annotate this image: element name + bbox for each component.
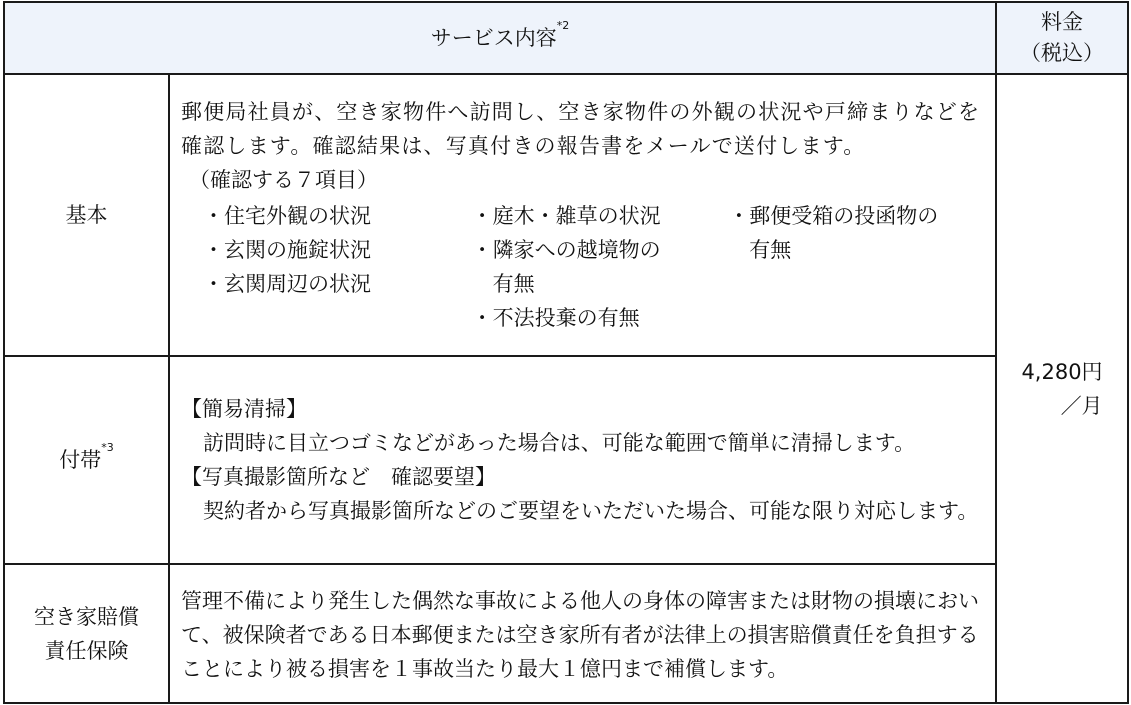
list-item: ・庭木・雑草の状況	[471, 204, 661, 228]
service-header-label: サービス内容	[430, 26, 557, 50]
basic-description: 郵便局社員が、空き家物件へ訪問し、空き家物件の外観の状況や戸締まりなどを確認します。確認結果は、写真付きの報告書をメールで送付します。	[181, 100, 981, 158]
price-header-line1: 料金	[1041, 10, 1083, 34]
insurance-description: 管理不備により発生した偶然な事故による他人の身体の障害または財物の損壊において、被保険者である日本郵便または空き家所有者が法律上の損害賠償責任を負担することにより被る損害を１事故当たり最大１億円まで補償します。	[181, 588, 979, 681]
price-value	[1021, 355, 1102, 423]
table-row-insurance	[4, 564, 1128, 703]
insurance-label-line2: 責任保険	[44, 638, 129, 663]
extra-section1-title: 【簡易清掃】	[181, 397, 307, 421]
price-cell	[996, 74, 1128, 703]
basic-items-col1	[181, 199, 472, 335]
price-amount: 4,280円	[1021, 359, 1103, 384]
extra-label-cell	[4, 356, 169, 564]
basic-content	[170, 91, 995, 339]
basic-items	[181, 199, 987, 335]
basic-items-col3	[728, 199, 987, 335]
insurance-content	[170, 582, 995, 686]
list-item: 有無	[471, 272, 535, 296]
service-pricing-table	[3, 1, 1129, 704]
price-header-cell	[996, 2, 1128, 74]
extra-label-footnote: *3	[101, 441, 114, 454]
insurance-label-line1: 空き家賠償	[34, 604, 139, 629]
table-header-row	[4, 2, 1128, 74]
list-item: ・不法投棄の有無	[471, 306, 640, 330]
service-header-cell	[4, 2, 996, 74]
list-item: ・郵便受箱の投函物の	[728, 204, 939, 228]
price-unit: ／月	[1060, 393, 1103, 418]
basic-label: 基本	[4, 74, 169, 356]
service-header	[431, 21, 570, 55]
basic-items-title: （確認する７項目）	[189, 168, 378, 192]
basic-items-col2	[472, 199, 729, 335]
extra-content	[170, 388, 995, 532]
list-item: ・住宅外観の状況	[203, 204, 371, 228]
list-item: ・玄関の施錠状況	[203, 238, 371, 262]
basic-content-cell	[169, 74, 996, 356]
insurance-content-cell	[169, 564, 996, 703]
list-item: 有無	[728, 238, 792, 262]
service-header-footnote: *2	[556, 19, 570, 32]
extra-label: 付帯	[59, 448, 102, 472]
table-row-extra	[4, 356, 1128, 564]
extra-section2-title: 【写真撮影箇所など 確認要望】	[181, 465, 496, 489]
list-item: ・玄関周辺の状況	[203, 272, 371, 296]
list-item: ・隣家への越境物の	[471, 238, 661, 262]
insurance-label-cell	[4, 564, 169, 703]
extra-section2-body: 契約者から写真撮影箇所などのご要望をいただいた場合、可能な限り対応します。	[203, 499, 979, 523]
extra-section1-body: 訪問時に目立つゴミなどがあった場合は、可能な範囲で簡単に清掃します。	[203, 431, 916, 455]
table-row-basic	[4, 74, 1128, 356]
extra-content-cell	[169, 356, 996, 564]
price-header-line2: （税込）	[1020, 41, 1104, 65]
